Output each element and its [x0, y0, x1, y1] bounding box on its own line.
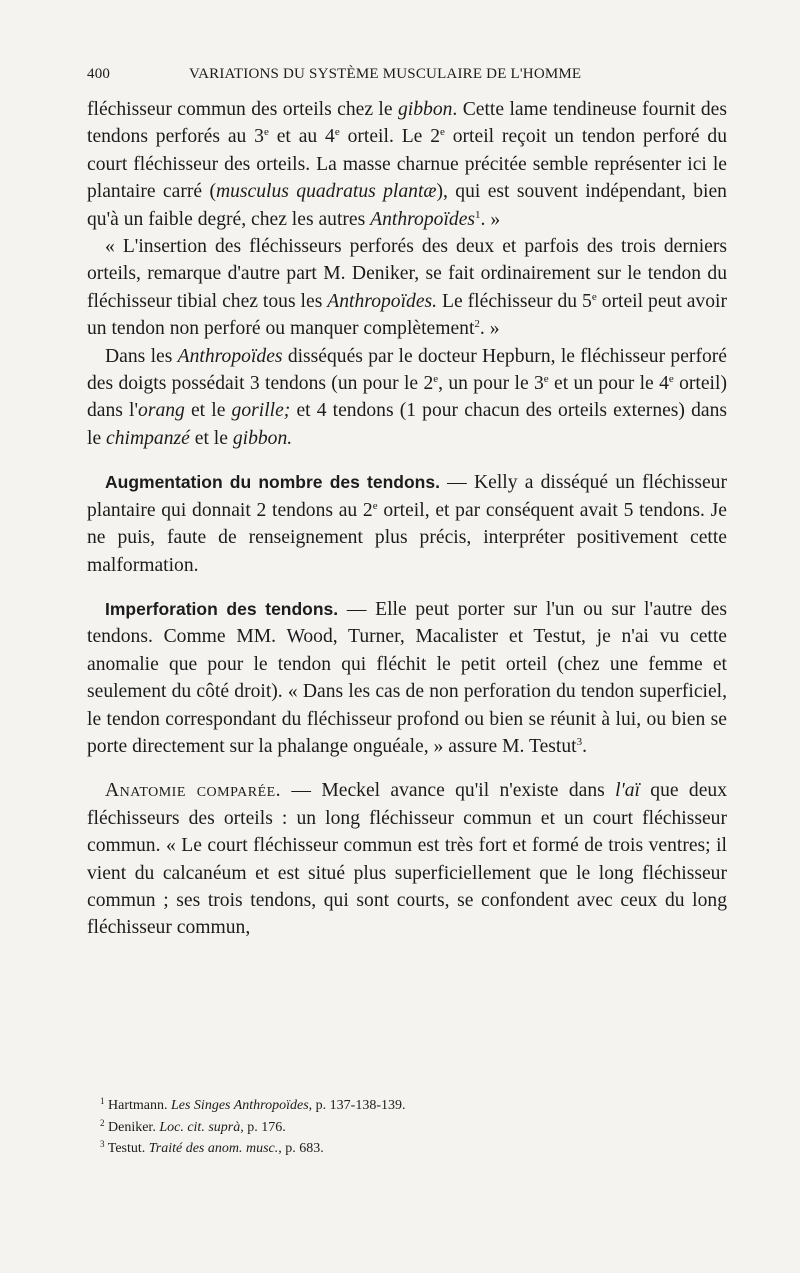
footnote-3: $^3$ Testut. Traité des anom. musc., p. 683. [100, 1139, 324, 1156]
footnote-2: $^2$ Deniker. Loc. cit. suprà, p. 176. [100, 1117, 286, 1135]
running-header [87, 66, 727, 88]
page-body [87, 96, 727, 942]
paragraph-6: Anatomie comparée. — Meckel avance qu'il n'existe dans l'aï que deux fléchisseurs des orteils : un long fléchisseur commun et un court fléchisseur commun. « Le court fléchisseur commun est très fort et formé de trois ventres; il vient du calcanéum et est situé plus superficiellement que le long fléchisseur commun ; ses trois tendons, qui sont courts, se confondent avec ceux du long fléchisseur commun, [87, 780, 727, 939]
section-gap [87, 760, 727, 777]
paragraph-4: Augmentation du nombre des tendons. — Kelly a disséqué un fléchisseur plantaire qui donnait 2 tendons au 2e orteil, et par conséquent avait 5 tendons. Je ne puis, faute de renseignement plus précis, interpréter positivement cette malformation. [87, 472, 728, 576]
paragraph-1: fléchisseur commun des orteils chez le gibbon. Cette lame tendineuse fournit des tendons perforés au 3e et au 4e orteil. Le 2e orteil reçoit un tendon perforé du court fléchisseur des orteils. La masse charnue précitée semble représenter ici le plantaire carré (musculus quadratus plantæ), qui est souvent indépendant, bien qu'à un faible degré, chez les autres Anthropoïdes$^1$. » [87, 99, 727, 230]
section-heading-imperforation: Imperforation des tendons. [105, 598, 339, 619]
paragraph-5: Imperforation des tendons. — Elle peut porter sur l'un ou sur l'autre des tendons. Comme MM. Wood, Turner, Macalister et Testut, je n'ai vu cette anomalie que pour le tendon qui fléchit le petit orteil (chez une femme et seulement du côté droit). « Dans les cas de non perforation du tendon superficiel, le tendon correspondant du fléchisseur profond ou bien se réunit à lui, ou bien se porte directement sur la phalange onguéale, » assure M. Testut$^3$. [87, 598, 727, 757]
paragraph-3: Dans les Anthropoïdes disséqués par le docteur Hepburn, le fléchisseur perforé des doigts possédait 3 tendons (un pour le 2e, un pour le 3e et un pour le 4e orteil) dans l'orang et le gorille; et 4 tendons (1 pour chacun des orteils externes) dans le chimpanzé et le gibbon. [87, 345, 728, 449]
footnote-ref-2: 2 [474, 318, 480, 331]
paragraph-2: « L'insertion des fléchisseurs perforés des deux et parfois des trois derniers orteils, remarque d'autre part M. Deniker, se fait ordinairement sur le tendon du fléchisseur tibial chez tous les Anthropoïdes. Le fléchisseur du 5e orteil peut avoir un tendon non perforé ou manquer complètement$^2$. » [87, 236, 727, 340]
footnote-ref-1: 1 [475, 208, 481, 221]
footnote-1: $^1$ Hartmann. Les Singes Anthropoïdes, p. 137-138-139. [100, 1096, 406, 1113]
section-gap [87, 579, 727, 596]
footnotes [100, 1095, 700, 1160]
page-number: 400 [87, 66, 111, 82]
section-gap [87, 452, 727, 469]
footnote-ref-3: 3 [576, 735, 583, 748]
section-heading-anatomie: Anatomie comparée. [105, 780, 282, 802]
section-heading-augmentation: Augmentation du nombre des tendons. [105, 472, 440, 493]
running-title: VARIATIONS DU SYSTÈME MUSCULAIRE DE L'HOMME [189, 66, 582, 82]
